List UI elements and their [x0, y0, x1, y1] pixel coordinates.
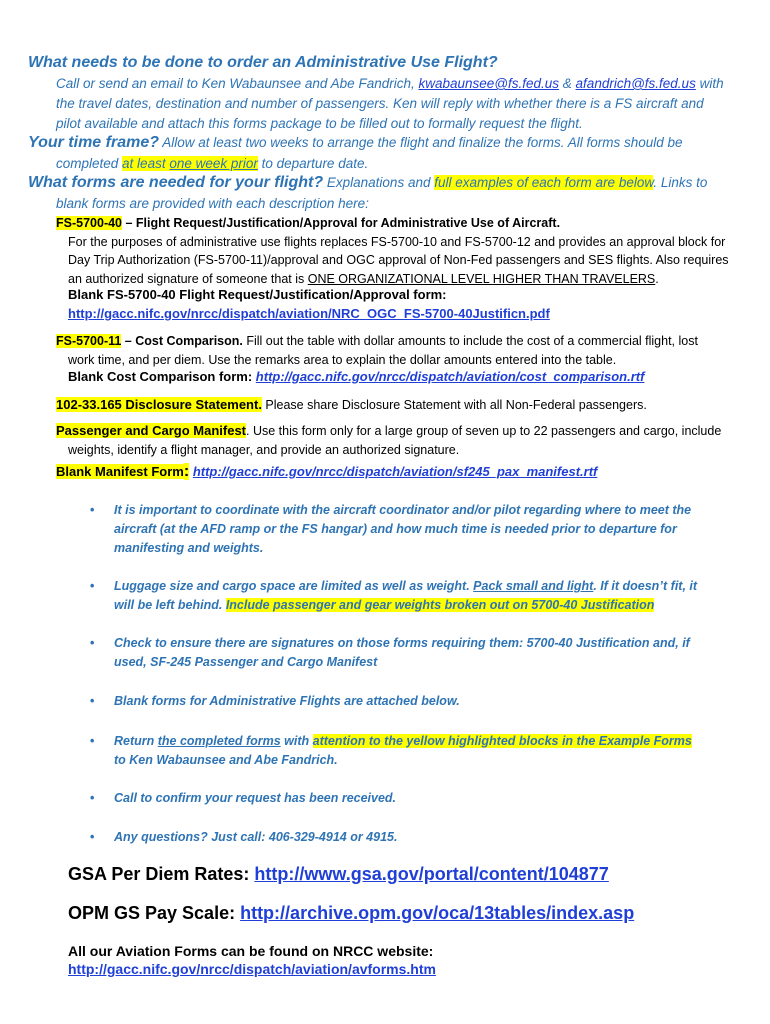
order-text-b: with [695, 76, 724, 91]
heading-time-frame [28, 134, 683, 152]
opm-row [68, 903, 634, 924]
heading-order-flight: What needs to be done to order an Administrative Use Flight? [28, 54, 498, 71]
fs-5700-40-title: – Flight Request/Justification/Approval for Administrative Use of Aircraft. [122, 216, 561, 230]
bullet-7: Any questions? Just call: 406-329-4914 or 4915. [114, 830, 398, 844]
fs-5700-40-desc-1: For the purposes of administrative use flights replaces FS-5700-10 and FS-5700-12 and provides an approval block for [68, 234, 726, 249]
fs-5700-11-desc-1: Fill out the table with dollar amounts to include the cost of a commercial flight, lost [242, 334, 698, 348]
bullet-dot-icon: • [90, 791, 95, 805]
bullet-3-line-2: used, SF-245 Passenger and Cargo Manifest [114, 655, 378, 669]
disclosure-desc: Please share Disclosure Statement with all Non-Federal passengers. [261, 398, 647, 412]
fs-5700-11-title: – Cost Comparison. [121, 334, 243, 348]
list-item [90, 732, 740, 770]
forms-needed-title: What forms are needed for your flight? [28, 174, 324, 191]
fs-5700-40-desc-3a: an authorized signature of someone that is [68, 271, 308, 286]
time-frame-line2-b: to departure date. [257, 156, 369, 171]
order-flight-paragraph [56, 74, 746, 134]
gsa-row [68, 864, 609, 885]
manifest-desc-1: . Use this form only for a large group of seven up to 22 passengers and cargo, include [246, 424, 722, 438]
manifest-desc-2: weights, identify a flight manager, and provide an authorized signature. [68, 442, 460, 457]
bullet-2-a: Luggage size and cargo space are limited as well as weight. [114, 579, 474, 593]
bullet-5-b: with [280, 734, 313, 748]
bullet-dot-icon: • [90, 830, 95, 844]
footer-label: All our Aviation Forms can be found on NRCC website: [68, 943, 434, 959]
manifest-blank-label: Blank Manifest Form [56, 464, 184, 479]
fs-5700-11-link[interactable]: http://gacc.nifc.gov/nrcc/dispatch/aviation/cost_comparison.rtf [255, 369, 645, 384]
manifest-blank-row [56, 463, 597, 481]
fs-5700-40-blank-label: Blank FS-5700-40 Flight Request/Justification/Approval form: [68, 287, 447, 302]
manifest-link[interactable]: http://gacc.nifc.gov/nrcc/dispatch/aviation/sf245_pax_manifest.rtf [192, 464, 598, 479]
fs-5700-40-section [56, 214, 736, 288]
bullet-5-underline: the completed forms [157, 734, 281, 748]
fs-5700-11-code: FS-5700-11 [56, 334, 122, 348]
time-frame-line2-a: completed [56, 156, 123, 171]
bullet-5-line-2: to Ken Wabaunsee and Abe Fandrich. [114, 753, 338, 767]
bullet-dot-icon: • [90, 734, 95, 748]
list-item [90, 577, 740, 615]
email-afandrich-link[interactable]: afandrich@fs.fed.us [575, 76, 696, 91]
bullet-3-line-1: Check to ensure there are signatures on those forms requiring them: 5700-40 Justification and, if [114, 636, 690, 650]
fs-5700-40-code: FS-5700-40 [56, 216, 123, 230]
manifest-blank-colon: : [183, 463, 190, 480]
fs-5700-40-desc-3-underline: ONE ORGANIZATIONAL LEVEL HIGHER THAN TRAVELERS [307, 271, 656, 286]
fs-5700-11-section [56, 332, 736, 369]
bullet-dot-icon: • [90, 579, 95, 593]
disclosure-code: 102-33.165 Disclosure Statement. [56, 397, 262, 412]
heading-forms-needed [28, 174, 707, 192]
fs-5700-40-desc-3b: . [655, 271, 659, 286]
list-item [90, 828, 740, 847]
bullet-5-a: Return [114, 734, 158, 748]
bullet-1-line-2: aircraft (at the AFD ramp or the FS hangar) and how much time is needed prior to departure for [114, 522, 677, 536]
forms-needed-text-b: . Links to [653, 175, 708, 190]
bullet-5-highlight: attention to the yellow highlighted blocks in the Example Forms [312, 734, 692, 748]
bullet-dot-icon: • [90, 636, 95, 650]
list-item [90, 634, 740, 672]
time-frame-highlight-1: at least [122, 156, 170, 171]
order-amp: & [559, 76, 576, 91]
manifest-section [56, 422, 736, 459]
bullet-1-line-1: It is important to coordinate with the aircraft coordinator and/or pilot regarding where to meet the [114, 503, 692, 517]
time-frame-paragraph [56, 154, 746, 174]
bullet-dot-icon: • [90, 503, 95, 517]
time-frame-text: Allow at least two weeks to arrange the flight and finalize the forms. All forms should be [159, 135, 683, 150]
time-frame-highlight-2: one week prior [169, 156, 258, 171]
gsa-label: GSA Per Diem Rates: [68, 864, 255, 884]
bullet-2-highlight: Include passenger and gear weights broken out on 5700-40 Justification [225, 598, 655, 612]
gsa-link[interactable]: http://www.gsa.gov/portal/content/104877 [254, 864, 609, 884]
list-item [90, 501, 740, 558]
bullet-1-line-3: manifesting and weights. [114, 541, 264, 555]
forms-needed-text-a: Explanations and [323, 175, 435, 190]
bullet-2-c: will be left behind. [114, 598, 226, 612]
fs-5700-11-desc-2: work time, and per diem. Use the remarks area to explain the dollar amounts entered into the table. [68, 352, 617, 367]
fs-5700-40-link[interactable]: http://gacc.nifc.gov/nrcc/dispatch/aviation/NRC_OGC_FS-5700-40Justificn.pdf [68, 306, 550, 321]
fs-5700-11-blank-row [68, 369, 644, 384]
email-kwabaunsee-link[interactable]: kwabaunsee@fs.fed.us [418, 76, 560, 91]
order-line-3: pilot available and attach this forms package to be filled out to formally request the flight. [56, 116, 583, 131]
forms-needed-highlight: full examples of each form are below [434, 175, 654, 190]
fs-5700-40-link-row [68, 306, 550, 321]
fs-5700-40-desc-2: Day Trip Authorization (FS-5700-11)/approval and OGC approval of Non-Fed passengers and SES flights. Also requires [68, 253, 729, 267]
bullet-4: Blank forms for Administrative Flights are attached below. [114, 694, 460, 708]
time-frame-title: Your time frame? [28, 134, 159, 151]
list-item [90, 692, 740, 711]
forms-needed-line2: blank forms are provided with each description here: [56, 196, 369, 211]
opm-label: OPM GS Pay Scale: [68, 903, 241, 923]
manifest-code: Passenger and Cargo Manifest [56, 423, 246, 438]
list-item [90, 789, 740, 808]
fs-5700-11-blank-label: Blank Cost Comparison form: [68, 369, 256, 384]
bullet-6: Call to confirm your request has been received. [114, 791, 397, 805]
bullet-2-b: . If it doesn’t fit, it [593, 579, 698, 593]
opm-link[interactable]: http://archive.opm.gov/oca/13tables/index.asp [240, 903, 635, 923]
order-text-a: Call or send an email to Ken Wabaunsee and Abe Fandrich, [56, 76, 419, 91]
order-line-2: the travel dates, destination and number of passengers. Ken will reply with whether there is a FS aircraft and [56, 96, 704, 111]
disclosure-section [56, 396, 736, 415]
bullet-dot-icon: • [90, 694, 95, 708]
footer-avforms-link[interactable]: http://gacc.nifc.gov/nrcc/dispatch/aviation/avforms.htm [68, 961, 436, 977]
footer-link-row [68, 961, 436, 977]
bullet-2-underline: Pack small and light [473, 579, 594, 593]
